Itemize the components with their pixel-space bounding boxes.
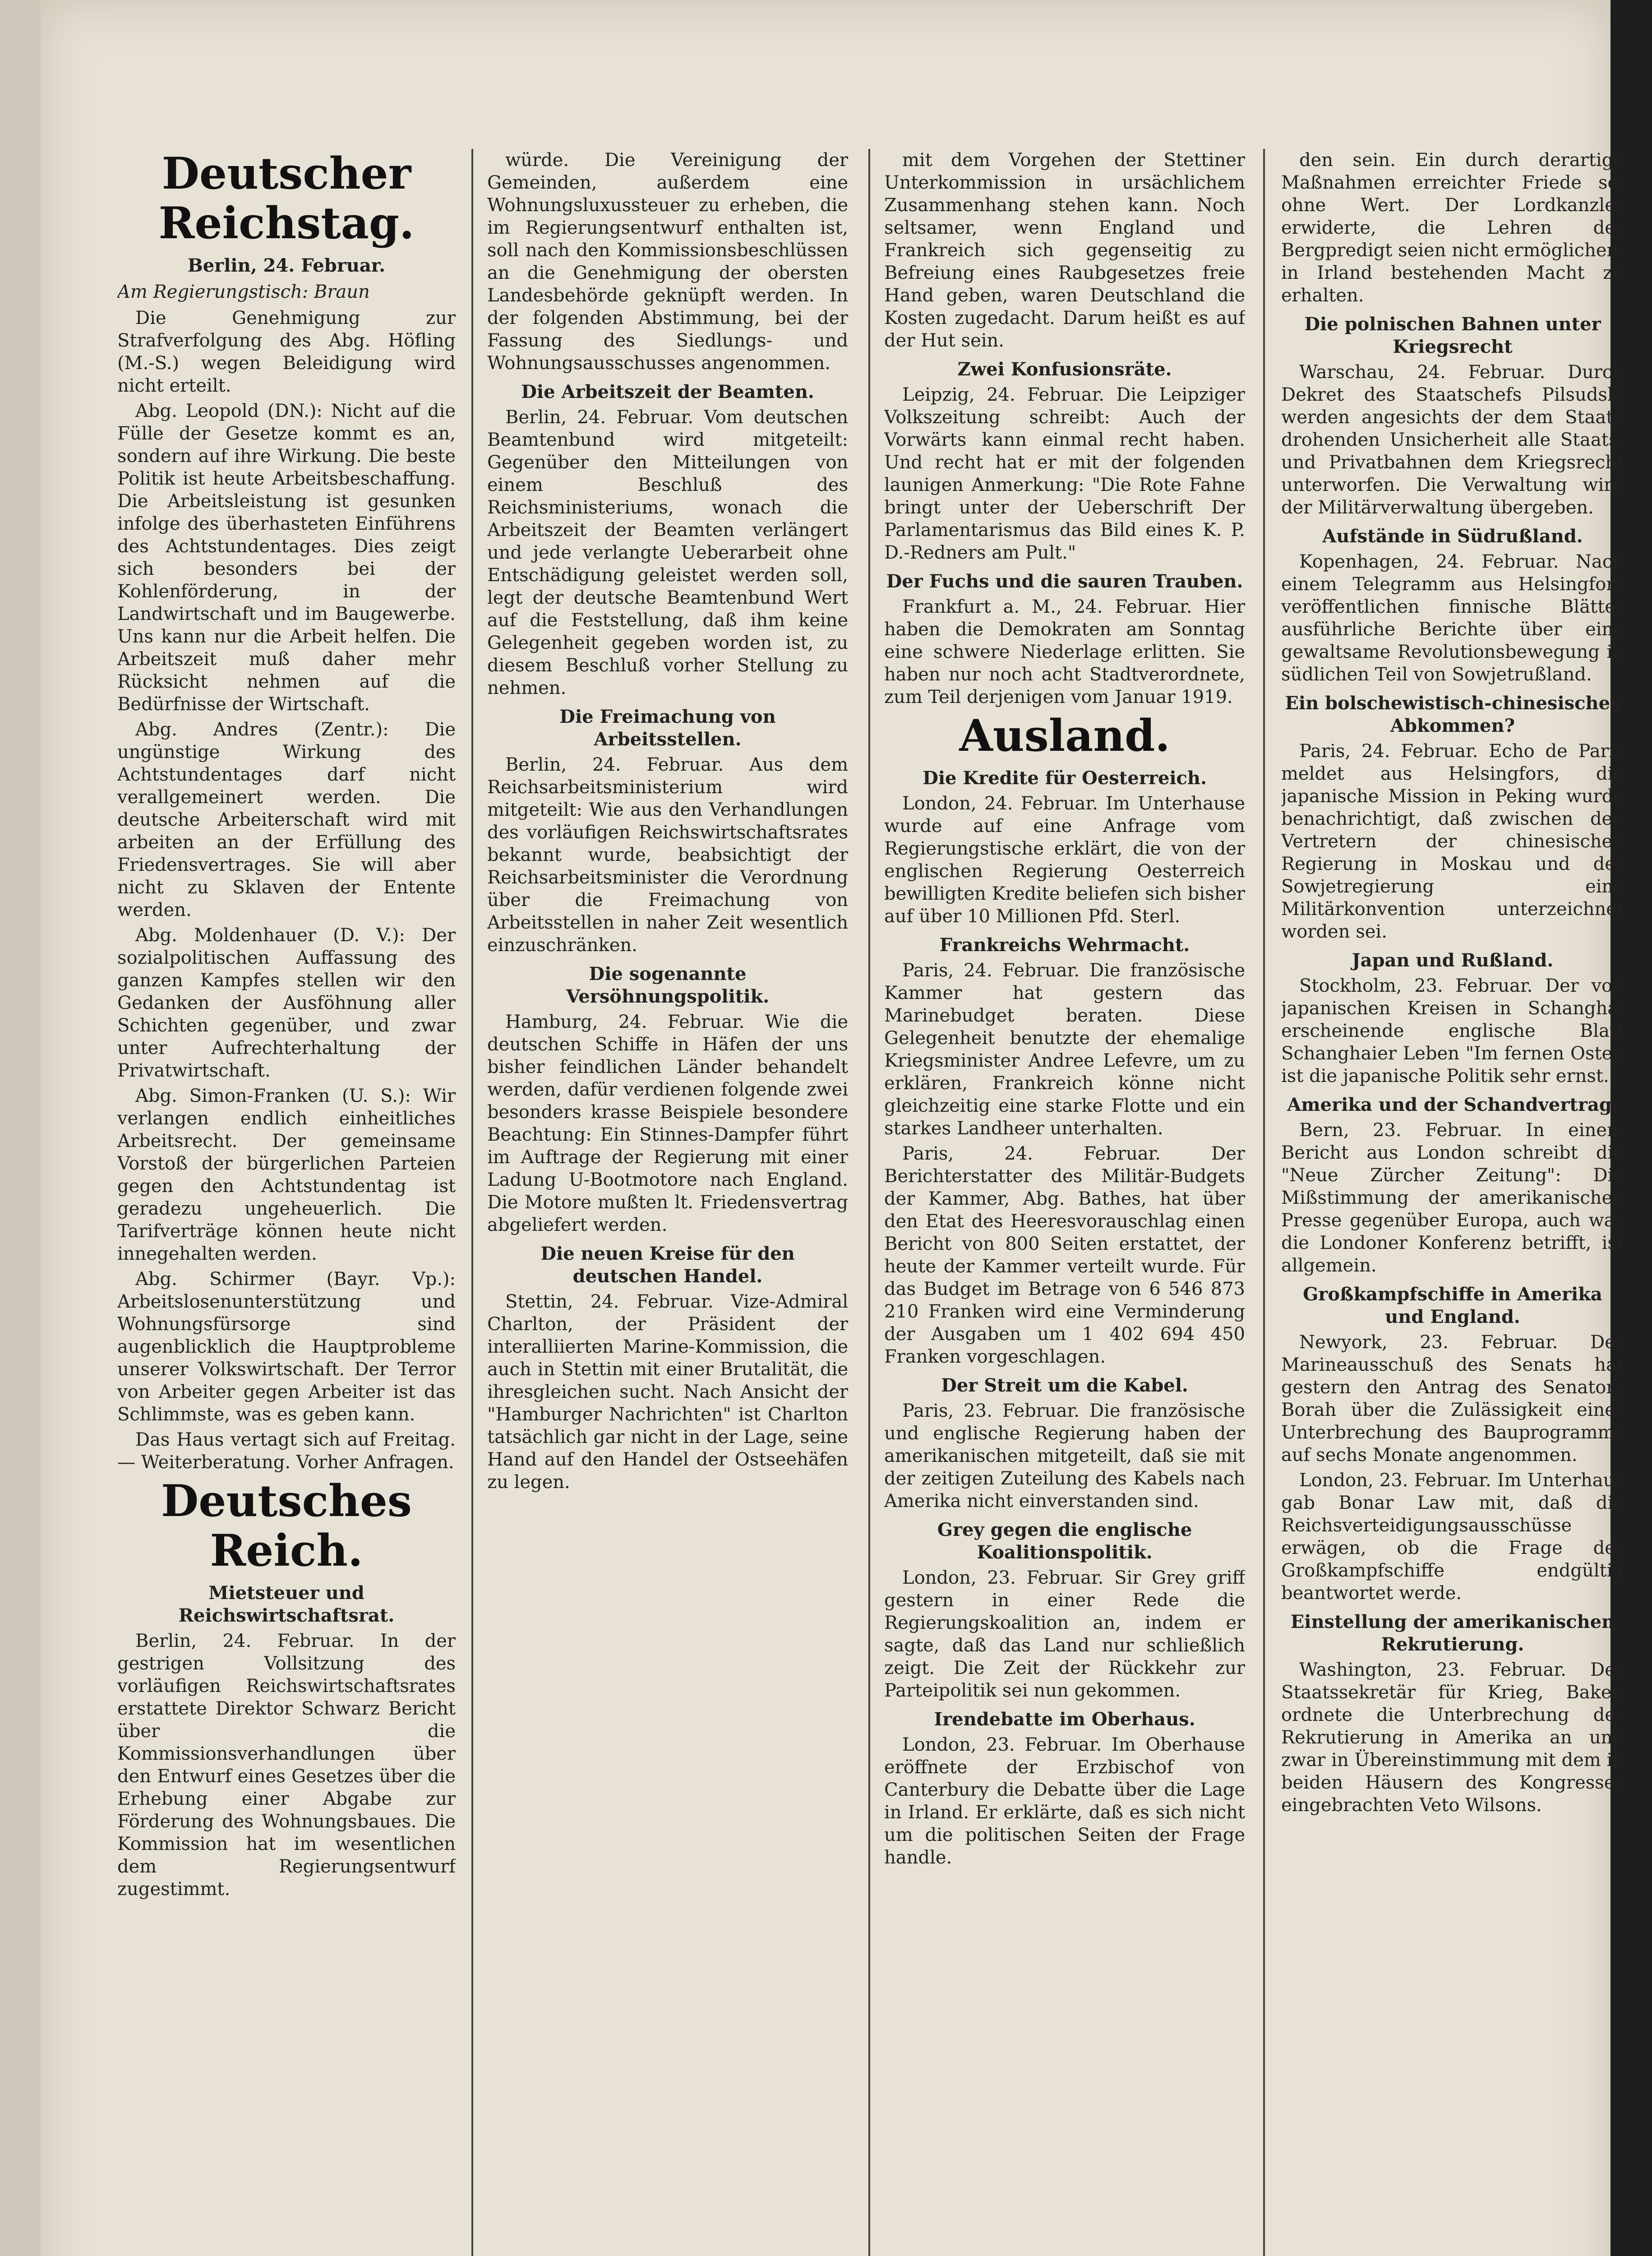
- article-heading: Der Fuchs und die sauren Trauben.: [886, 571, 1243, 592]
- article-heading: Frankreichs Wehrmacht.: [939, 934, 1190, 956]
- paragraph: Abg. Leopold (DN.): Nicht auf die Fülle der Gesetze kommt es an, sondern auf ihre Wirkung. Die beste Politik ist heute Arbeitsbeschaffung. Die Arbeitsleistung ist gesunken infolge des überhasteten Einführens des Achtstundentages. Dies zeigt sich besonders bei der Kohlenförderung, in der Landwirtschaft und im Baugewerbe. Uns kann nur die Arbeit helfen. Die Arbeitszeit muß daher mehr Rücksicht nehmen auf die Bedürfnisse der Wirtschaft.: [117, 401, 456, 715]
- column-4: [1281, 149, 1624, 2256]
- paragraph: Berlin, 24. Februar. In der gestrigen Vollsitzung des vorläufigen Reichswirtschaftsrates erstattete Direktor Schwarz Bericht über die Kommissionsverhandlungen über den Entwurf eines Gesetzes über die Erhebung einer Abgabe zur Förderung des Wohnungsbaues. Die Kommission hat im wesentlichen dem Regierungsentwurf zugestimmt.: [117, 1631, 456, 1900]
- paragraph: Abg. Andres (Zentr.): Die ungünstige Wirkung des Achtstundentages darf nicht verallgemeinert werden. Die deutsche Arbeiterschaft wird mit arbeiten an der Erfüllung des Friedensvertrages. Sie will aber nicht zu Sklaven der Entente werden.: [117, 719, 456, 920]
- column-rule: [471, 149, 473, 2256]
- article-heading: Japan und Rußland.: [1352, 950, 1554, 971]
- article-heading: Die Kredite für Oesterreich.: [923, 767, 1207, 789]
- paragraph: London, 23. Februar. Im Oberhause eröffnete der Erzbischof von Canterbury die Debatte über die Lage in Irland. Er erklärte, daß es sich nicht um die politischen Seiten der Frage handle.: [884, 1734, 1245, 1868]
- article-heading: Die Freimachung von Arbeitsstellen.: [559, 706, 776, 750]
- section-title: Deutscher Reichstag.: [158, 149, 415, 249]
- paragraph: Berlin, 24. Februar. Vom deutschen Beamtenbund wird mitgeteilt: Gegenüber den Mitteilungen von einem Beschluß des Reichsministeriums, wonach die Arbeitszeit der Beamten verlängert und jede verlangte Ueberarbeit ohne Entschädigung geleistet werden soll, legt der deutsche Beamtenbund Wert auf die Feststellung, daß ihm keine Gelegenheit gegeben worden ist, zu diesem Beschluß vorher Stellung zu nehmen.: [487, 407, 848, 698]
- section-title: Deutsches Reich.: [161, 1475, 412, 1576]
- paragraph: Kopenhagen, 24. Februar. Nach einem Telegramm aus Helsingfors veröffentlichen finnische Blätter ausführliche Berichte über eine gewaltsame Revolutionsbewegung in südlichen Teil von Sowjetrußland.: [1281, 551, 1624, 685]
- paragraph: Abg. Moldenhauer (D. V.): Der sozialpolitischen Auffassung des ganzen Kampfes stellen wir den Gedanken der Ausföhnung aller Schichten gegenüber, und zwar unter Aufrechterhaltung der Privatwirtschaft.: [117, 925, 456, 1081]
- paragraph: Stettin, 24. Februar. Vize-Admiral Charlton, der Präsident der interalliierten Marine-Kommission, die auch in Stettin mit einer Brutalität, die ihresgleichen sucht. Nach Ansicht der "Hamburger Nachrichten" ist Charlton tatsächlich gar nicht in der Lage, seine Hand auf den Handel der Ostseehäfen zu legen.: [487, 1291, 848, 1493]
- paragraph: London, 24. Februar. Im Unterhause wurde auf eine Anfrage vom Regierungstische erklärt, die von der englischen Regierung Oesterreich bewilligten Kredite beliefen sich bisher auf über 10 Millionen Pfd. Sterl.: [884, 793, 1245, 927]
- article-heading: Großkampfschiffe in Amerika und England.: [1303, 1284, 1602, 1327]
- column-rule: [1263, 149, 1265, 2256]
- article-heading: Irendebatte im Oberhaus.: [934, 1709, 1195, 1730]
- paragraph: Paris, 24. Februar. Die französische Kammer hat gestern das Marinebudget beraten. Diese Gelegenheit benutzte der ehemalige Kriegsminister Andree Lefevre, um zu erklären, Frankreich könne nicht gleichzeitig eine starke Flotte und ein starkes Landheer unterhalten.: [884, 960, 1245, 1139]
- paragraph: London, 23. Februar. Im Unterhaus gab Bonar Law mit, daß die Reichsverteidigungsausschüsse erwägen, ob die Frage der Großkampfschiffe endgültig beantwortet werde.: [1281, 1470, 1624, 1604]
- article-heading: Die Arbeitszeit der Beamten.: [521, 381, 814, 402]
- article-heading: Einstellung der amerikanischen Rekrutierung.: [1290, 1611, 1615, 1655]
- section-title: Ausland.: [959, 710, 1170, 761]
- paragraph: Das Haus vertagt sich auf Freitag. — Weiterberatung. Vorher Anfragen.: [117, 1429, 456, 1473]
- paragraph: würde. Die Vereinigung der Gemeinden, außerdem eine Wohnungsluxussteuer zu erheben, die im Regierungsentwurf enthalten ist, soll nach den Kommissionsbeschlüssen an die Genehmigung der obersten Landesbehörde geknüpft werden. In der folgenden Abstimmung, bei der Fassung des Siedlungs- und Wohnungsausschusses angenommen.: [487, 150, 848, 374]
- article-heading: Die sogenannte Versöhnungspolitik.: [566, 963, 770, 1007]
- article-heading: Die polnischen Bahnen unter Kriegsrecht: [1304, 314, 1601, 357]
- scan-left-margin: [0, 0, 41, 2256]
- paragraph: Newyork, 23. Februar. Der Marineausschuß des Senats hat gestern den Antrag des Senators Borah über die Zulässigkeit einer Unterbrechung des Bauprogramms auf sechs Monate angenommen.: [1281, 1332, 1624, 1465]
- article-heading: Mietsteuer und Reichswirtschaftsrat.: [178, 1582, 395, 1626]
- subheading: Am Regierungstisch: Braun: [117, 282, 370, 302]
- paragraph: Bern, 23. Februar. In einem Bericht aus London schreibt die "Neue Zürcher Zeitung": Die Mißstimmung der amerikanischen Presse gegenüber Europa, auch was die Londoner Konferenz betrifft, ist allgemein.: [1281, 1120, 1624, 1276]
- paragraph: Warschau, 24. Februar. Durch Dekret des Staatschefs Pilsudski werden angesichts der dem Staate drohenden Unsicherheit alle Staats- und Privatbahnen dem Kriegsrecht unterworfen. Die Verwaltung wird der Militärverwaltung übergeben.: [1281, 362, 1624, 518]
- paragraph: mit dem Vorgehen der Stettiner Unterkommission in ursächlichem Zusammenhang stehen kann. Noch seltsamer, wenn England und Frankreich sich gegenseitig zu Befreiung eines Raubgesetzes freie Hand geben, waren Deutschland die Kosten zugedacht. Darum heißt es auf der Hut sein.: [884, 150, 1245, 351]
- paragraph: Leipzig, 24. Februar. Die Leipziger Volkszeitung schreibt: Auch der Vorwärts kann einmal recht haben. Und recht hat er mit der folgenden launigen Anmerkung: "Die Rote Fahne bringt unter der Ueberschrift Der Parlamentarismus das Bild eines K. P. D.-Redners am Pult.": [884, 384, 1245, 563]
- article-heading: Ein bolschewistisch-chinesisches Abkommen?: [1285, 693, 1620, 736]
- paragraph: den sein. Ein durch derartige Maßnahmen erreichter Friede sei ohne Wert. Der Lordkanzler erwiderte, die Lehren der Bergpredigt seien nicht ermöglichen, in Irland bestehenden Macht zu erhalten.: [1281, 150, 1624, 306]
- column-2: [487, 149, 848, 2256]
- paragraph: Stockholm, 23. Februar. Der von japanischen Kreisen in Schanghai erscheinende englische Blatt Schanghaier Leben "Im fernen Osten ist die japanische Politik sehr ernst.": [1281, 975, 1624, 1086]
- column-1: [117, 149, 456, 2256]
- article-heading: Amerika und der Schandvertrag.: [1287, 1094, 1618, 1115]
- column-rule: [868, 149, 870, 2256]
- article-heading: Die neuen Kreise für den deutschen Handel.: [540, 1243, 795, 1287]
- article-heading: Aufstände in Südrußland.: [1322, 526, 1583, 547]
- paragraph: Washington, 23. Februar. Der Staatssekretär für Krieg, Baker, ordnete die Unterbrechung der Rekrutierung in Amerika an und zwar in Übereinstimmung mit dem in beiden Häusern des Kongresses eingebrachten Veto Wilsons.: [1281, 1660, 1624, 1816]
- paragraph: Paris, 23. Februar. Die französische und englische Regierung haben der amerikanischen mitgeteilt, daß sie mit der zeitigen Zuteilung des Kabels nach Amerika nicht einverstanden sind.: [884, 1401, 1245, 1512]
- article-heading: Grey gegen die englische Koalitionspolitik.: [937, 1519, 1192, 1563]
- column-3: [884, 149, 1245, 2256]
- paragraph: London, 23. Februar. Sir Grey griff gestern in einer Rede die Regierungskoalition an, indem er sagte, daß das Land nur schließlich zeigt. Die Zeit der Rückkehr zur Parteipolitik sei nun gekommen.: [884, 1567, 1245, 1701]
- paragraph: Frankfurt a. M., 24. Februar. Hier haben die Demokraten am Sonntag eine schwere Niederlage erlitten. Sie haben nur noch acht Stadtverordnete, zum Teil derjenigen vom Januar 1919.: [884, 596, 1245, 707]
- paragraph: Abg. Schirmer (Bayr. Vp.): Arbeitslosenunterstützung und Wohnungsfürsorge sind augenblicklich die Hauptprobleme unserer Volkswirtschaft. Der Terror von Arbeiter gegen Arbeiter ist das Schlimmste, was es geben kann.: [117, 1269, 456, 1425]
- paragraph: Paris, 24. Februar. Echo de Paris meldet aus Helsingfors, die japanische Mission in Peking wurde benachrichtigt, daß zwischen den Vertretern der chinesischen Regierung in Moskau und der Sowjetregierung eine Militärkonvention unterzeichnet worden sei.: [1281, 741, 1624, 942]
- dateline: Berlin, 24. Februar.: [187, 255, 386, 276]
- paragraph: Berlin, 24. Februar. Aus dem Reichsarbeitsministerium wird mitgeteilt: Wie aus den Verhandlungen des vorläufigen Reichswirtschaftsrates bekannt wurde, beabsichtigt der Reichsarbeitsminister die Verordnung über die Freimachung von Arbeitsstellen in naher Zeit wesentlich einzuschränken.: [487, 754, 848, 956]
- article-heading: Der Streit um die Kabel.: [941, 1375, 1188, 1396]
- paragraph: Die Genehmigung zur Strafverfolgung des Abg. Höfling (M.-S.) wegen Beleidigung wird nicht erteilt.: [117, 308, 456, 396]
- paragraph: Abg. Simon-Franken (U. S.): Wir verlangen endlich einheitliches Arbeitsrecht. Der gemeinsame Vorstoß der bürgerlichen Parteien gegen den Achtstundentag ist geradezu ungeheuerlich. Die Tarifverträge können heute nicht innegehalten werden.: [117, 1086, 456, 1264]
- paragraph: Hamburg, 24. Februar. Wie die deutschen Schiffe in Häfen der uns bisher feindlichen Länder behandelt werden, dafür verdienen folgende zwei besonders krasse Beispiele besondere Beachtung: Ein Stinnes-Dampfer führt im Auftrage der Regierung mit einer Ladung U-Bootmotore nach England. Die Motore mußten lt. Friedensvertrag abgeliefert werden.: [487, 1012, 848, 1235]
- paragraph: Paris, 24. Februar. Der Berichterstatter des Militär-Budgets der Kammer, Abg. Bathes, hat über den Etat des Heeresvorauschlag einen Bericht von 800 Seiten erstattet, der heute der Kammer verteilt wurde. Für das Budget im Betrage von 6 546 873 210 Franken wird eine Verminderung der Ausgaben um 1 402 694 450 Franken vorgeschlagen.: [884, 1143, 1245, 1367]
- article-heading: Zwei Konfusionsräte.: [957, 359, 1172, 380]
